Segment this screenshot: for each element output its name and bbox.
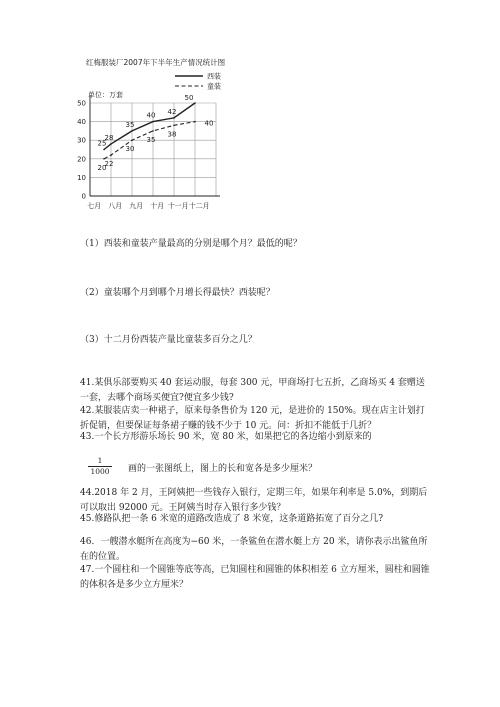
data-label: 42 bbox=[167, 107, 177, 116]
data-point bbox=[131, 130, 133, 132]
data-label: 50 bbox=[184, 94, 194, 102]
problem-47: 47.一个圆柱和一个圆锥等底等高，已知圆柱和圆锥的体积相差 6 立方厘米，圆柱和圆锥的体积各是多少立方厘米？ bbox=[80, 565, 430, 590]
data-point bbox=[152, 130, 154, 132]
data-point bbox=[152, 121, 154, 123]
data-point bbox=[131, 139, 133, 141]
data-label: 40 bbox=[146, 111, 156, 120]
data-point bbox=[103, 149, 105, 151]
chart-legend bbox=[175, 72, 221, 91]
y-tick-label: 40 bbox=[77, 118, 86, 127]
question-2: （2）童装哪个月到哪个月增长得最快？西装呢？ bbox=[80, 288, 275, 298]
x-tick-label: 十二月 bbox=[188, 202, 210, 210]
data-label: 38 bbox=[167, 130, 177, 139]
data-point bbox=[110, 143, 112, 145]
problem-42: 42.某服装店卖一种裙子，原来每条售价为 120 元，是进价的 150%。现在店主计划打折促销，但要保证每条裙子赚的钱不少于 10 元。问：折扣不能低于几折？ bbox=[80, 406, 425, 431]
line-chart bbox=[60, 60, 250, 220]
y-tick-label: 0 bbox=[81, 192, 86, 201]
x-tick-label: 九月 bbox=[129, 202, 144, 210]
y-tick-label: 20 bbox=[77, 155, 86, 164]
question-3: （3）十二月份西装产量比童装多百分之几？ bbox=[80, 335, 257, 345]
problem-43-continued: 画的一张图纸上，图上的长和宽各是多少厘米？ bbox=[128, 464, 318, 474]
problem-46: 46．一艘潜水艇所在高度为−60 米，一条鲨鱼在潜水艇上方 20 米，请你表示出鲨鱼所在的位置。 bbox=[80, 537, 428, 562]
data-point bbox=[173, 125, 175, 127]
x-tick-label: 十一月 bbox=[167, 202, 189, 210]
data-label: 20 bbox=[97, 163, 107, 172]
data-point bbox=[194, 102, 196, 104]
legend-label: 童装 bbox=[207, 82, 221, 91]
problem-44: 44.2018 年 2 月，王阿姨把一些钱存入银行，定期三年，如果年利率是 5.0%，到期后可以取出 92000 元。王阿姨当时存入银行多少钱？ bbox=[80, 488, 428, 513]
y-tick-label: 30 bbox=[77, 136, 86, 145]
data-label: 25 bbox=[97, 139, 107, 148]
y-tick-label: 10 bbox=[77, 173, 86, 182]
chart-title: 红梅服装厂2007年下半年生产情况统计图 bbox=[86, 58, 226, 67]
data-point bbox=[173, 117, 175, 119]
y-tick-label: 50 bbox=[77, 99, 86, 108]
data-label: 40 bbox=[204, 119, 214, 128]
fraction-denominator: 1000 bbox=[88, 466, 112, 477]
fraction-numerator: 1 bbox=[97, 456, 103, 465]
problem-45: 45.修路队把一条 6 米宽的道路改造成了 8 米宽，这条道路拓宽了百分之几? bbox=[80, 514, 384, 524]
x-tick-label: 七月 bbox=[87, 202, 102, 210]
data-label: 28 bbox=[104, 133, 114, 142]
data-point bbox=[110, 154, 112, 156]
fraction-1-1000 bbox=[88, 456, 112, 477]
problem-43: 43.一个长方形游乐场长 90 米，宽 80 米，如果把它的各边缩小到原来的 bbox=[80, 432, 372, 442]
problem-41: 41.某俱乐部要购买 40 套运动服，每套 300 元，甲商场打七五折，乙商场买 4 套赠送一套，去哪个商场买便宜?便宜多少钱? bbox=[80, 378, 425, 403]
x-tick-label: 八月 bbox=[108, 202, 123, 210]
data-label: 35 bbox=[146, 135, 156, 144]
data-label: 30 bbox=[125, 145, 135, 154]
data-label: 35 bbox=[125, 120, 135, 129]
x-tick-label: 十月 bbox=[150, 202, 165, 210]
legend-label: 西装 bbox=[207, 72, 221, 81]
data-point bbox=[194, 121, 196, 123]
chart-data-labels bbox=[98, 94, 214, 172]
chart-unit-label: 单位：万套 bbox=[88, 91, 123, 99]
question-1: （1）西装和童装产量最高的分别是哪个月？最低的呢？ bbox=[80, 239, 302, 249]
data-label: 22 bbox=[104, 160, 114, 169]
